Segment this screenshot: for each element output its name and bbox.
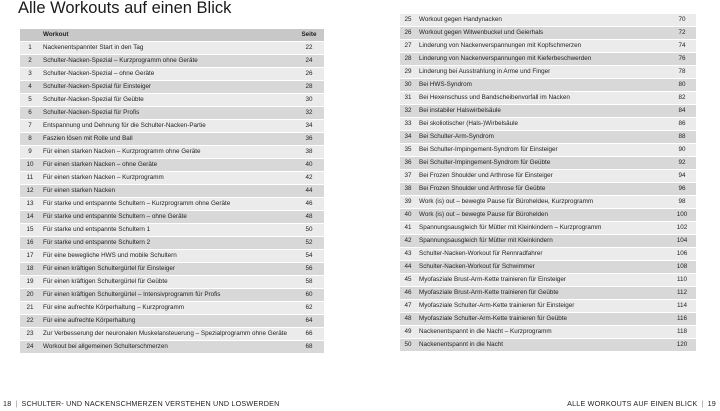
table-row bbox=[400, 196, 696, 209]
table-row bbox=[20, 328, 324, 341]
row-title: Für einen kräftigen Schultergürtel für Einsteiger bbox=[40, 263, 294, 276]
header-number bbox=[20, 29, 40, 42]
row-page: 94 bbox=[668, 170, 696, 183]
table-row bbox=[400, 326, 696, 339]
table-row bbox=[400, 313, 696, 326]
row-number: 33 bbox=[400, 118, 416, 131]
row-number: 38 bbox=[400, 183, 416, 196]
row-title: Nackenentspannt in die Nacht bbox=[416, 339, 668, 352]
row-title: Für starke und entspannte Schultern 2 bbox=[40, 237, 294, 250]
row-number: 23 bbox=[20, 328, 40, 341]
row-number: 16 bbox=[20, 237, 40, 250]
row-title: Work (is) out – bewegte Pause für Büroheldeн, Kurzprogramm bbox=[416, 196, 668, 209]
row-title: Für eine aufrechte Körperhaltung bbox=[40, 315, 294, 328]
table-row bbox=[20, 120, 324, 133]
row-title: Entspannung und Dehnung für die Schulter-Nacken-Partie bbox=[40, 120, 294, 133]
row-page: 34 bbox=[294, 120, 324, 133]
row-number: 8 bbox=[20, 133, 40, 146]
table-row bbox=[400, 92, 696, 105]
row-title: Schulter-Nacken-Workout für Schwimmer bbox=[416, 261, 668, 274]
table-row bbox=[20, 250, 324, 263]
row-page: 60 bbox=[294, 289, 324, 302]
row-title: Bei Schulter-Impingement-Syndrom für Geübte bbox=[416, 157, 668, 170]
row-title: Bei skoliotischer (Hals-)Wirbelsäule bbox=[416, 118, 668, 131]
row-page: 48 bbox=[294, 211, 324, 224]
row-page: 22 bbox=[294, 42, 324, 55]
row-title: Linderung bei Ausstrahlung in Arme und Finger bbox=[416, 66, 668, 79]
table-row bbox=[400, 53, 696, 66]
table-row bbox=[400, 144, 696, 157]
row-number: 43 bbox=[400, 248, 416, 261]
table-row bbox=[400, 183, 696, 196]
row-title: Für starke und entspannte Schultern – ohne Geräte bbox=[40, 211, 294, 224]
row-number: 37 bbox=[400, 170, 416, 183]
row-page: 50 bbox=[294, 224, 324, 237]
row-number: 42 bbox=[400, 235, 416, 248]
table-row bbox=[20, 289, 324, 302]
row-page: 116 bbox=[668, 313, 696, 326]
row-number: 40 bbox=[400, 209, 416, 222]
row-page: 46 bbox=[294, 198, 324, 211]
row-page: 112 bbox=[668, 287, 696, 300]
row-title: Schulter-Nacken-Spezial für Profis bbox=[40, 107, 294, 120]
table-row bbox=[400, 248, 696, 261]
row-title: Für einen starken Nacken – Kurzprogramm ohne Geräte bbox=[40, 146, 294, 159]
row-page: 58 bbox=[294, 276, 324, 289]
row-title: Myofasziale Brust-Arm-Kette trainieren für Einsteiger bbox=[416, 274, 668, 287]
table-row bbox=[400, 222, 696, 235]
header-workout: Workout bbox=[40, 29, 294, 42]
workout-table-right bbox=[400, 14, 696, 352]
row-title: Zur Verbesserung der neuronalen Muskelansteuerung – Spezialprogramm ohne Geräte bbox=[40, 328, 294, 341]
row-page: 70 bbox=[668, 14, 696, 27]
row-title: Schulter-Nacken-Workout für Rennradfahrer bbox=[416, 248, 668, 261]
row-number: 26 bbox=[400, 27, 416, 40]
table-row bbox=[20, 198, 324, 211]
row-number: 9 bbox=[20, 146, 40, 159]
row-number: 28 bbox=[400, 53, 416, 66]
row-number: 34 bbox=[400, 131, 416, 144]
row-page: 28 bbox=[294, 81, 324, 94]
table-row bbox=[20, 133, 324, 146]
row-page: 72 bbox=[668, 27, 696, 40]
row-number: 3 bbox=[20, 68, 40, 81]
table-row bbox=[20, 68, 324, 81]
row-title: Spannungsausgleich für Mütter mit Kleinkindern bbox=[416, 235, 668, 248]
row-number: 21 bbox=[20, 302, 40, 315]
table-row bbox=[20, 341, 324, 354]
row-title: Bei Schulter-Arm-Syndrom bbox=[416, 131, 668, 144]
row-page: 120 bbox=[668, 339, 696, 352]
row-page: 86 bbox=[668, 118, 696, 131]
row-page: 32 bbox=[294, 107, 324, 120]
row-number: 13 bbox=[20, 198, 40, 211]
table-row bbox=[400, 14, 696, 27]
table-row bbox=[20, 224, 324, 237]
row-title: Myofasziale Schulter-Arm-Kette trainieren für Einsteiger bbox=[416, 300, 668, 313]
table-row bbox=[400, 170, 696, 183]
row-number: 17 bbox=[20, 250, 40, 263]
table-row bbox=[20, 94, 324, 107]
row-number: 32 bbox=[400, 105, 416, 118]
table-row bbox=[20, 146, 324, 159]
row-title: Für einen starken Nacken – ohne Geräte bbox=[40, 159, 294, 172]
running-head-left: SCHULTER- UND NACKENSCHMERZEN VERSTEHEN UND LOSWERDEN bbox=[21, 399, 280, 408]
row-title: Work (is) out – bewegte Pause für Bürohelden bbox=[416, 209, 668, 222]
table-row bbox=[20, 185, 324, 198]
row-title: Nackenentspannter Start in den Tag bbox=[40, 42, 294, 55]
row-title: Nackenentspannt in die Nacht – Kurzprogramm bbox=[416, 326, 668, 339]
row-page: 74 bbox=[668, 40, 696, 53]
table-row bbox=[20, 55, 324, 68]
row-number: 19 bbox=[20, 276, 40, 289]
table-row bbox=[400, 79, 696, 92]
row-number: 46 bbox=[400, 287, 416, 300]
row-number: 50 bbox=[400, 339, 416, 352]
row-number: 10 bbox=[20, 159, 40, 172]
table-row bbox=[20, 263, 324, 276]
row-number: 48 bbox=[400, 313, 416, 326]
table-row bbox=[400, 131, 696, 144]
row-number: 1 bbox=[20, 42, 40, 55]
row-number: 2 bbox=[20, 55, 40, 68]
table-row bbox=[20, 42, 324, 55]
row-number: 15 bbox=[20, 224, 40, 237]
row-title: Bei Hexenschuss und Bandscheibenvorfall im Nacken bbox=[416, 92, 668, 105]
row-title: Schulter-Nacken-Spezial – ohne Geräte bbox=[40, 68, 294, 81]
row-title: Workout gegen Handynacken bbox=[416, 14, 668, 27]
table-row bbox=[400, 235, 696, 248]
row-page: 110 bbox=[668, 274, 696, 287]
table-row bbox=[400, 66, 696, 79]
row-title: Bei instabiler Halswirbelsäule bbox=[416, 105, 668, 118]
table-row bbox=[400, 105, 696, 118]
row-title: Spannungsausgleich für Mütter mit Kleinkindern – Kurzprogramm bbox=[416, 222, 668, 235]
table-header-row bbox=[20, 29, 324, 42]
table-row bbox=[400, 209, 696, 222]
row-title: Myofasziale Brust-Arm-Kette trainieren für Geübte bbox=[416, 287, 668, 300]
row-page: 84 bbox=[668, 105, 696, 118]
row-page: 92 bbox=[668, 157, 696, 170]
row-page: 90 bbox=[668, 144, 696, 157]
table-row bbox=[20, 237, 324, 250]
row-number: 18 bbox=[20, 263, 40, 276]
table-row bbox=[400, 157, 696, 170]
row-page: 68 bbox=[294, 341, 324, 354]
table-row bbox=[20, 81, 324, 94]
row-number: 4 bbox=[20, 81, 40, 94]
row-title: Workout gegen Witwenbuckel und Geierhals bbox=[416, 27, 668, 40]
row-number: 44 bbox=[400, 261, 416, 274]
row-page: 104 bbox=[668, 235, 696, 248]
row-number: 22 bbox=[20, 315, 40, 328]
row-page: 66 bbox=[294, 328, 324, 341]
row-number: 49 bbox=[400, 326, 416, 339]
row-title: Schulter-Nacken-Spezial – Kurzprogramm ohne Geräte bbox=[40, 55, 294, 68]
table-row bbox=[400, 118, 696, 131]
row-title: Bei Frozen Shoulder und Arthrose für Geübte bbox=[416, 183, 668, 196]
row-page: 76 bbox=[668, 53, 696, 66]
row-page: 44 bbox=[294, 185, 324, 198]
table-row bbox=[400, 300, 696, 313]
footer-left bbox=[3, 398, 280, 411]
row-page: 80 bbox=[668, 79, 696, 92]
page-number-left: 18 bbox=[3, 399, 12, 408]
row-title: Bei HWS-Syndrom bbox=[416, 79, 668, 92]
row-number: 12 bbox=[20, 185, 40, 198]
footer-separator: | bbox=[701, 399, 704, 408]
row-number: 30 bbox=[400, 79, 416, 92]
row-page: 100 bbox=[668, 209, 696, 222]
row-number: 45 bbox=[400, 274, 416, 287]
table-row bbox=[400, 287, 696, 300]
row-title: Myofasziale Schulter-Arm-Kette trainieren für Geübte bbox=[416, 313, 668, 326]
row-page: 56 bbox=[294, 263, 324, 276]
page-number-right: 19 bbox=[707, 399, 716, 408]
row-number: 39 bbox=[400, 196, 416, 209]
row-title: Schulter-Nacken-Spezial für Einsteiger bbox=[40, 81, 294, 94]
row-page: 30 bbox=[294, 94, 324, 107]
row-page: 38 bbox=[294, 146, 324, 159]
row-page: 82 bbox=[668, 92, 696, 105]
row-title: Für eine bewegliche HWS und mobile Schultern bbox=[40, 250, 294, 263]
row-page: 98 bbox=[668, 196, 696, 209]
row-number: 24 bbox=[20, 341, 40, 354]
row-page: 64 bbox=[294, 315, 324, 328]
workout-table-left bbox=[20, 29, 324, 354]
row-number: 47 bbox=[400, 300, 416, 313]
row-number: 35 bbox=[400, 144, 416, 157]
table-row bbox=[400, 40, 696, 53]
row-number: 31 bbox=[400, 92, 416, 105]
row-number: 6 bbox=[20, 107, 40, 120]
row-number: 11 bbox=[20, 172, 40, 185]
table-row bbox=[20, 276, 324, 289]
table-row bbox=[400, 27, 696, 40]
row-page: 106 bbox=[668, 248, 696, 261]
row-page: 42 bbox=[294, 172, 324, 185]
row-title: Bei Schulter-Impingement-Syndrom für Einsteiger bbox=[416, 144, 668, 157]
row-title: Linderung von Nackenverspannungen mit Kieferbeschwerden bbox=[416, 53, 668, 66]
row-number: 14 bbox=[20, 211, 40, 224]
row-title: Für einen starken Nacken bbox=[40, 185, 294, 198]
row-title: Schulter-Nacken-Spezial für Geübte bbox=[40, 94, 294, 107]
running-head-right: ALLE WORKOUTS AUF EINEN BLICK bbox=[567, 399, 698, 408]
row-number: 7 bbox=[20, 120, 40, 133]
row-title: Workout bei allgemeinen Schulterschmerzen bbox=[40, 341, 294, 354]
row-page: 78 bbox=[668, 66, 696, 79]
row-page: 40 bbox=[294, 159, 324, 172]
row-page: 96 bbox=[668, 183, 696, 196]
row-title: Für einen kräftigen Schultergürtel für Geübte bbox=[40, 276, 294, 289]
row-title: Für starke und entspannte Schultern 1 bbox=[40, 224, 294, 237]
row-number: 25 bbox=[400, 14, 416, 27]
row-page: 54 bbox=[294, 250, 324, 263]
row-number: 20 bbox=[20, 289, 40, 302]
row-page: 52 bbox=[294, 237, 324, 250]
row-title: Faszien lösen mit Rolle und Ball bbox=[40, 133, 294, 146]
row-number: 29 bbox=[400, 66, 416, 79]
table-row bbox=[400, 274, 696, 287]
row-page: 102 bbox=[668, 222, 696, 235]
table-row bbox=[20, 159, 324, 172]
row-number: 41 bbox=[400, 222, 416, 235]
row-number: 27 bbox=[400, 40, 416, 53]
row-page: 36 bbox=[294, 133, 324, 146]
row-page: 118 bbox=[668, 326, 696, 339]
row-page: 108 bbox=[668, 261, 696, 274]
row-title: Linderung von Nackenverspannungen mit Kopfschmerzen bbox=[416, 40, 668, 53]
row-title: Für einen kräftigen Schultergürtel – Intensivprogramm für Profis bbox=[40, 289, 294, 302]
table-row bbox=[400, 339, 696, 352]
footer-right bbox=[567, 398, 716, 411]
table-row bbox=[400, 261, 696, 274]
row-page: 24 bbox=[294, 55, 324, 68]
table-row bbox=[20, 302, 324, 315]
row-page: 114 bbox=[668, 300, 696, 313]
footer-separator: | bbox=[15, 399, 18, 408]
row-page: 26 bbox=[294, 68, 324, 81]
table-row bbox=[20, 107, 324, 120]
row-title: Bei Frozen Shoulder und Arthrose für Einsteiger bbox=[416, 170, 668, 183]
table-row bbox=[20, 211, 324, 224]
row-number: 5 bbox=[20, 94, 40, 107]
row-number: 36 bbox=[400, 157, 416, 170]
row-title: Für einen starken Nacken – Kurzprogramm bbox=[40, 172, 294, 185]
page-title: Alle Workouts auf einen Blick bbox=[18, 0, 232, 17]
header-page: Seite bbox=[294, 29, 324, 42]
row-title: Für eine aufrechte Körperhaltung – Kurzprogramm bbox=[40, 302, 294, 315]
table-row bbox=[20, 172, 324, 185]
row-title: Für starke und entspannte Schultern – Kurzprogramm ohne Geräte bbox=[40, 198, 294, 211]
row-page: 88 bbox=[668, 131, 696, 144]
row-page: 62 bbox=[294, 302, 324, 315]
table-row bbox=[20, 315, 324, 328]
